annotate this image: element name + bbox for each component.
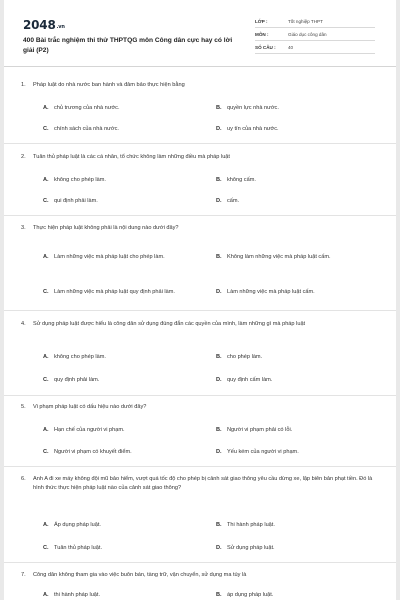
question-separator [4,310,396,311]
question-1-option-d[interactable]: D. uy tín của nhà nước. [216,126,279,132]
question-6-text: 6. Anh A đi xe máy không đội mũ bảo hiểm, vượt quá tốc độ cho phép bị cảnh sát giao thông yêu cầu dừng xe, lập biên bản phạt tiền. Đó là hình thức thực hiện pháp luật nào của cảnh sát giao thông? [21,476,373,491]
page-header [4,0,396,66]
question-separator [4,143,396,144]
question-3-option-a[interactable]: A. Làm những việc mà pháp luật cho phép làm. [43,254,165,260]
meta-question-count: SỐ CÂU : 40 [255,41,375,54]
question-separator [4,215,396,216]
question-2-option-c[interactable]: C. qui định phải làm. [43,198,98,204]
question-separator [4,562,396,563]
question-separator [4,395,396,396]
question-1-text: 1. Pháp luật do nhà nước ban hành và đảm bảo thực hiện bằng [21,82,185,88]
question-3-option-d[interactable]: D. Làm những việc mà pháp luật cấm. [216,289,315,295]
question-3-text: 3. Thực hiện pháp luật không phải là nội dung nào dưới đây? [21,225,179,231]
question-1-option-c[interactable]: C. chính sách của nhà nước. [43,126,119,132]
document-title: 400 Bài trắc nghiệm thi thử THPTQG môn Công dân cực hay có lời giải (P2) [23,37,233,54]
question-5-option-d[interactable]: D. Yếu kém của người vi phạm. [216,449,299,455]
question-6-option-d[interactable]: D. Sử dụng pháp luật. [216,545,275,551]
question-7-option-b[interactable]: B. áp dụng pháp luật. [216,592,274,598]
question-4-option-d[interactable]: D. quy định cấm làm. [216,377,273,383]
site-logo[interactable]: 2048.vn [23,18,65,32]
question-2-option-b[interactable]: B. không cấm. [216,177,256,183]
question-6-option-a[interactable]: A. Áp dụng pháp luật. [43,522,101,528]
question-4-text: 4. Sử dụng pháp luật được hiểu là công dân sử dụng đúng đắn các quyền của mình, làm những gì mà pháp luật [21,321,306,327]
question-1-option-a[interactable]: A. chủ trương của nhà nước. [43,105,120,111]
question-2-text: 2. Tuân thủ pháp luật là các cá nhân, tổ chức không làm những điều mà pháp luật [21,154,230,160]
question-6-option-b[interactable]: B. Thi hành pháp luật. [216,522,275,528]
question-4-option-a[interactable]: A. không cho phép làm. [43,354,106,360]
question-4-option-b[interactable]: B. cho phép làm. [216,354,263,360]
question-separator [4,466,396,467]
question-7-text: 7. Công dân không tham gia vào việc buôn bán, tàng trữ, vận chuyển, sử dụng ma túy là [21,572,247,578]
question-2-option-a[interactable]: A. không cho phép làm. [43,177,106,183]
question-1-option-b[interactable]: B. quyền lực nhà nước. [216,105,279,111]
question-3-option-c[interactable]: C. Làm những việc mà pháp luật quy định phải làm. [43,289,175,295]
document-page [4,0,396,600]
question-5-option-c[interactable]: C. Người vi phạm có khuyết điểm. [43,449,132,455]
meta-class: LỚP : Tốt nghiệp THPT [255,15,375,28]
question-5-text: 5. Vi phạm pháp luật có dấu hiệu nào dưới đây? [21,404,147,410]
document-meta [255,15,375,54]
question-3-option-b[interactable]: B. Không làm những việc mà pháp luật cấm. [216,254,331,260]
meta-subject: MÔN : Giáo dục công dân [255,28,375,41]
question-6-option-c[interactable]: C. Tuân thủ pháp luật. [43,545,102,551]
question-2-option-d[interactable]: D. cấm. [216,198,240,204]
header-divider [4,66,396,67]
question-5-option-b[interactable]: B. Người vi phạm phải có lỗi. [216,427,293,433]
question-5-option-a[interactable]: A. Hạn chế của người vi phạm. [43,427,125,433]
question-7-option-a[interactable]: A. thi hành pháp luật. [43,592,101,598]
question-4-option-c[interactable]: C. quy định phải làm. [43,377,100,383]
